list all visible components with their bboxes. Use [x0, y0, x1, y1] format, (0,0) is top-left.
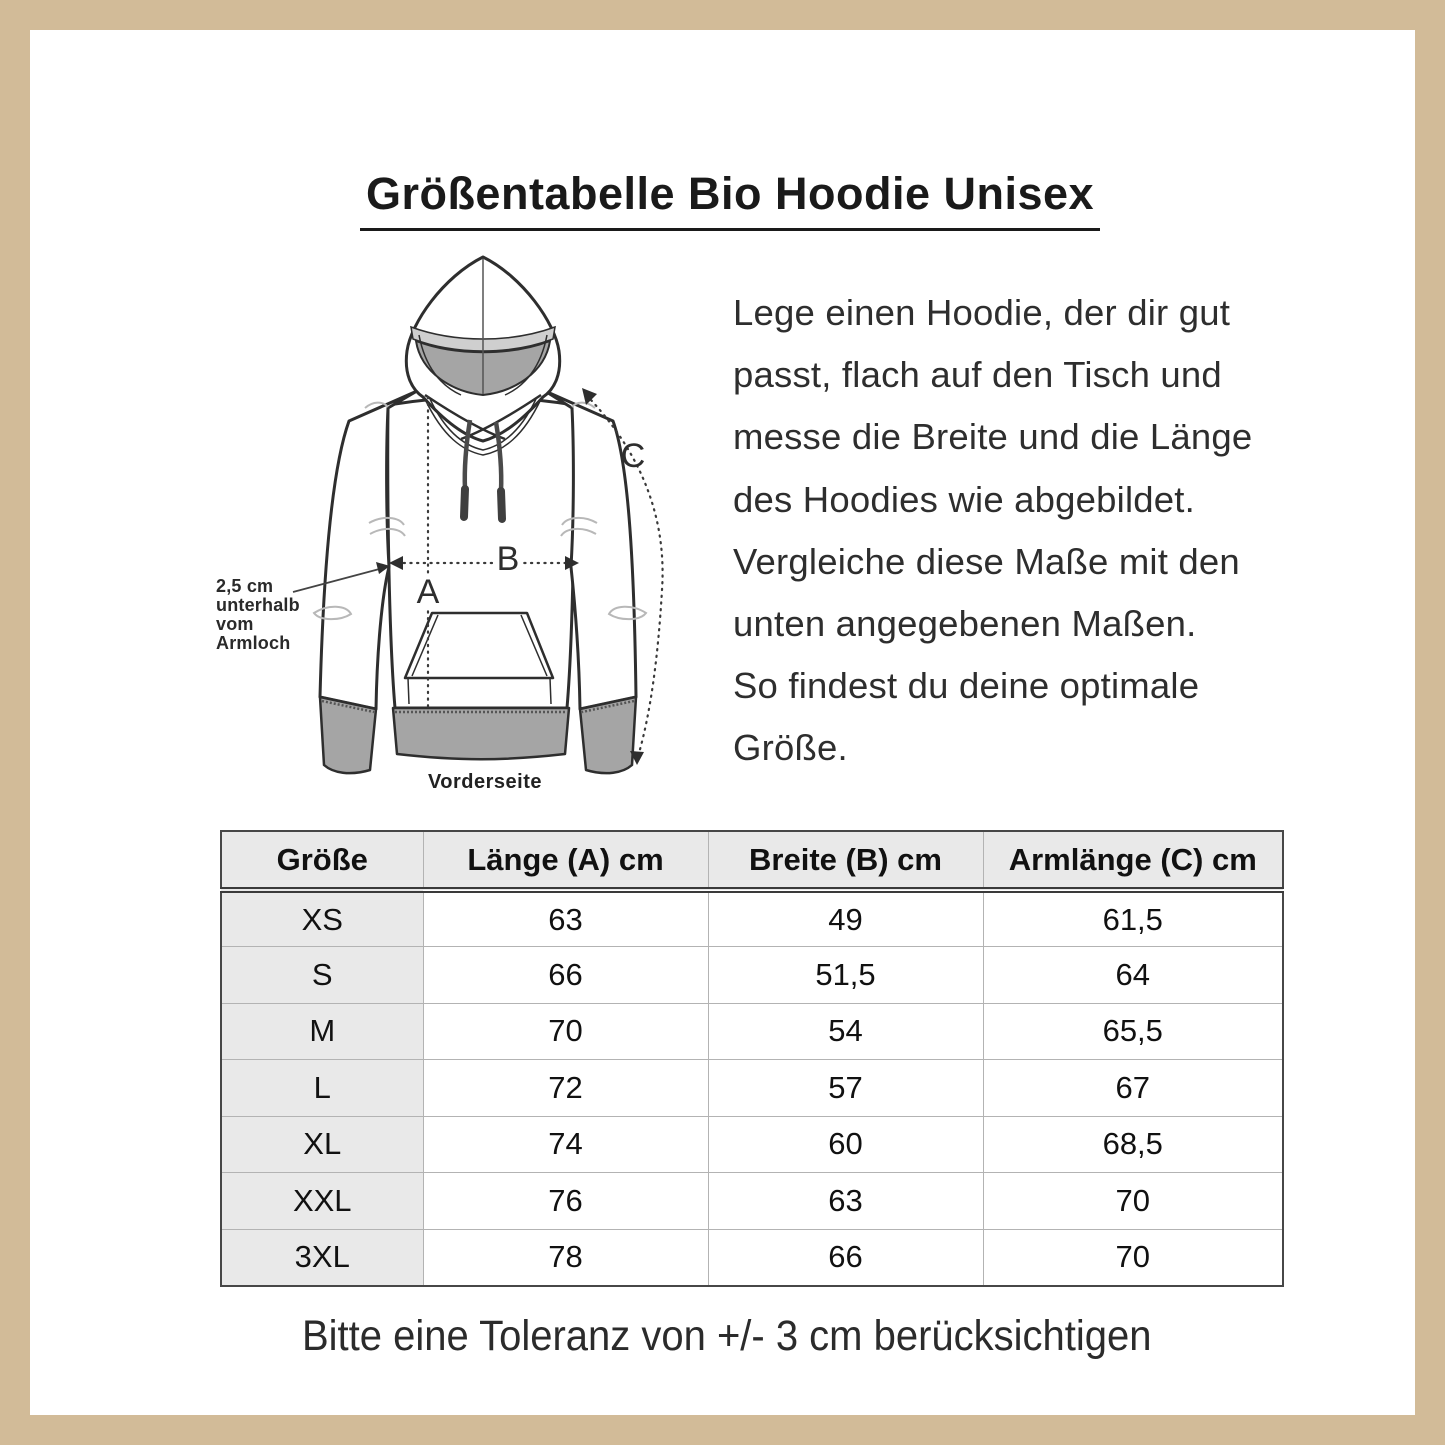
length-cell: 63 — [423, 890, 708, 947]
armlength-cell: 68,5 — [983, 1116, 1283, 1173]
table-row — [221, 1173, 1283, 1230]
armhole-note-line: vom — [216, 614, 254, 634]
instruction-line: Größe. — [733, 727, 848, 769]
cuff-right — [580, 697, 636, 773]
armhole-note — [216, 577, 300, 653]
header-size: Größe — [221, 831, 423, 890]
page-title: Größentabelle Bio Hoodie Unisex — [360, 168, 1100, 231]
width-cell: 57 — [708, 1060, 983, 1117]
length-cell: 70 — [423, 1003, 708, 1060]
instruction-line: Vergleiche diese Maße mit den — [733, 540, 1240, 582]
header-armlength: Armlänge (C) cm — [983, 831, 1283, 890]
table-row — [221, 1060, 1283, 1117]
size-cell: XS — [221, 890, 423, 947]
armlength-cell: 67 — [983, 1060, 1283, 1117]
armlength-cell: 70 — [983, 1229, 1283, 1286]
size-cell: 3XL — [221, 1229, 423, 1286]
measure-label-c: C — [620, 437, 646, 475]
length-cell: 78 — [423, 1229, 708, 1286]
armhole-note-line: unterhalb — [216, 595, 300, 615]
cuff-left — [320, 697, 376, 773]
size-cell: XXL — [221, 1173, 423, 1230]
measure-label-a: A — [416, 573, 440, 611]
width-cell: 66 — [708, 1229, 983, 1286]
length-cell: 76 — [423, 1173, 708, 1230]
length-cell: 66 — [423, 947, 708, 1004]
armlength-cell: 61,5 — [983, 890, 1283, 947]
waistband — [393, 708, 569, 759]
width-cell: 54 — [708, 1003, 983, 1060]
size-table — [220, 830, 1284, 1287]
width-cell: 49 — [708, 890, 983, 947]
length-cell: 72 — [423, 1060, 708, 1117]
drawstring-right-aglet — [501, 491, 502, 519]
size-cell: S — [221, 947, 423, 1004]
armlength-cell: 65,5 — [983, 1003, 1283, 1060]
instruction-line: passt, flach auf den Tisch und — [733, 354, 1222, 396]
instruction-line: So findest du deine optimale — [733, 665, 1200, 707]
instructions-text — [733, 282, 1293, 780]
instruction-line: des Hoodies wie abgebildet. — [733, 478, 1195, 520]
title-wrap — [60, 168, 1400, 231]
table-row — [221, 1003, 1283, 1060]
header-length: Länge (A) cm — [423, 831, 708, 890]
table-row — [221, 947, 1283, 1004]
hoodie-illustration — [173, 245, 733, 800]
width-cell: 63 — [708, 1173, 983, 1230]
armhole-note-line: Armloch — [216, 633, 291, 653]
armhole-note-line: 2,5 cm — [216, 576, 274, 596]
tolerance-note: Bitte eine Toleranz von +/- 3 cm berücksichtigen — [302, 1312, 1152, 1360]
instruction-line: unten angegebenen Maßen. — [733, 603, 1197, 645]
size-cell: XL — [221, 1116, 423, 1173]
measure-label-b: B — [496, 540, 520, 578]
table-row — [221, 1116, 1283, 1173]
length-cell: 74 — [423, 1116, 708, 1173]
armlength-cell: 70 — [983, 1173, 1283, 1230]
size-cell: M — [221, 1003, 423, 1060]
header-width: Breite (B) cm — [708, 831, 983, 890]
table-row — [221, 890, 1283, 947]
width-cell: 60 — [708, 1116, 983, 1173]
footer-wrap — [60, 1312, 1394, 1361]
instruction-line: messe die Breite und die Länge — [733, 416, 1253, 458]
table-header-row — [221, 831, 1283, 890]
instruction-line: Lege einen Hoodie, der dir gut — [733, 292, 1231, 333]
table-row — [221, 1229, 1283, 1286]
size-cell: L — [221, 1060, 423, 1117]
width-cell: 51,5 — [708, 947, 983, 1004]
armlength-cell: 64 — [983, 947, 1283, 1004]
front-caption: Vorderseite — [427, 771, 543, 793]
drawstring-left-aglet — [464, 489, 465, 517]
